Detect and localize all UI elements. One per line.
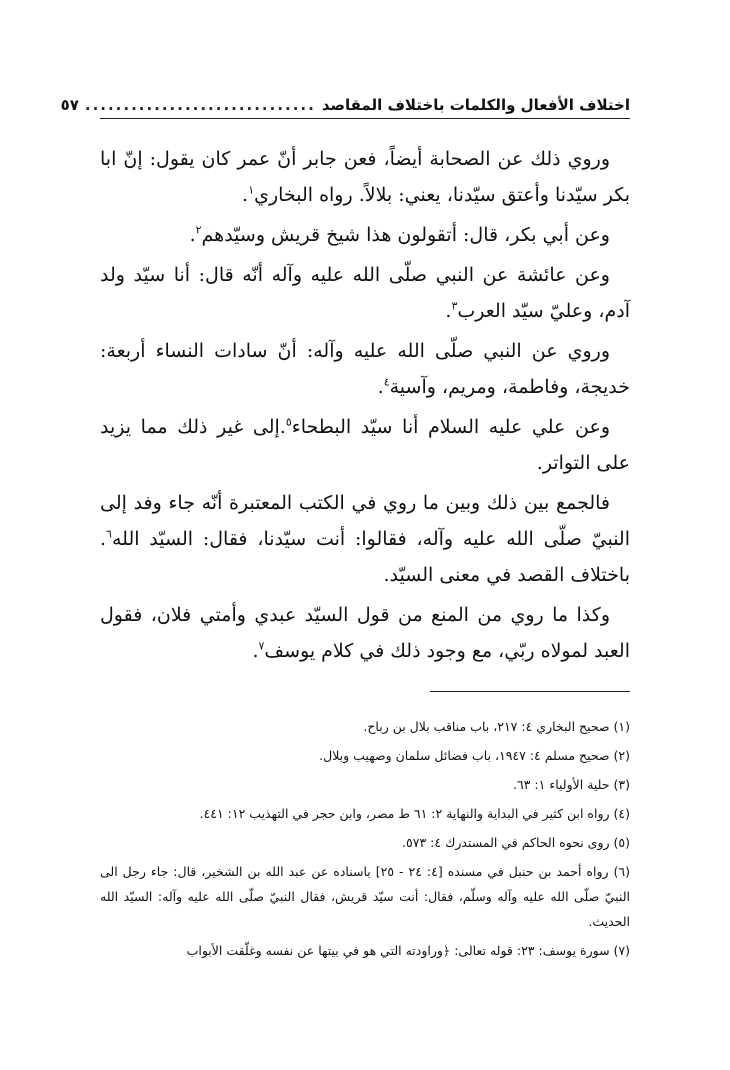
footnote: (٢) صحيح مسلم ٤: ١٩٤٧، باب فضائل سلمان وصهيب وبلال. xyxy=(319,748,630,763)
paragraph-text: وروي ذلك عن الصحابة أيضاً، فعن جابر أنّ عمر كان يقول: إنّ ابا بكر سيّدنا وأعتق سيّدنا، يعني: بلالاً. رواه البخاري xyxy=(100,148,630,206)
running-header xyxy=(60,96,630,119)
header-title: اختلاف الأفعال والكلمات باختلاف المقاصد xyxy=(321,96,630,114)
paragraph-text: وعن أبي بكر، قال: أتقولون هذا شيخ قريش وسيّدهم xyxy=(201,224,610,246)
footnote: (٤) رواه ابن كثير في البداية والنهاية ٢: ٦١ ط مصر، وابن حجر في التهذيب ١٢: ٤٤١. xyxy=(199,806,630,821)
footnote-separator xyxy=(430,691,630,692)
footnote: (٦) رواه أحمد بن حنبل في مسنده [٤: ٢٤ - ٢٥] باسناده عن عبد الله بن الشخير، قال: جاء رجل الى النبيّ صلّى الله عليه وآله وسلّم، فقال: أنت سيّد قريش، فقال النبيّ صلّى الله عليه وآله: السيّد الله الحديث. xyxy=(100,864,630,929)
main-text xyxy=(100,141,630,669)
paragraph xyxy=(100,485,630,593)
paragraph-text: وروي عن النبي صلّى الله عليه وآله: أنّ سادات النساء أربعة: خديجة، وفاطمة، ومريم، وآسية xyxy=(100,340,630,398)
footnote-ref[interactable]: ٥ xyxy=(285,415,292,429)
footnote-ref[interactable]: ٦ xyxy=(106,527,112,541)
footnote-ref[interactable]: ٣ xyxy=(451,299,458,313)
paragraph-text: فالجمع بين ذلك وبين ما روي في الكتب المعتبرة أنّه جاء وفد إلى النبيّ صلّى الله عليه وآله، فقالوا: أنت سيّدنا، فقال: السيّد الله xyxy=(100,492,630,550)
paragraph-text: وكذا ما روي من المنع من قول السيّد عبدي وأمتي فلان، فقول العبد لمولاه ربّي، مع وجود ذلك في كلام يوسف xyxy=(100,604,630,662)
paragraph: وروي ذلك عن الصحابة أيضاً، فعن جابر أنّ عمر كان يقول: إنّ ابا بكر سيّدنا وأعتق سيّدنا، يعني: بلالاً. رواه البخاري$^١$. xyxy=(100,148,630,206)
paragraph: وعن أبي بكر، قال: أتقولون هذا شيخ قريش وسيّدهم$^٢$. xyxy=(189,223,610,246)
paragraph xyxy=(100,597,630,669)
footnote: (٣) حلية الأولياء ١: ٦٣. xyxy=(513,777,630,792)
paragraph: وروي عن النبي صلّى الله عليه وآله: أنّ سادات النساء أربعة: خديجة، وفاطمة، ومريم، وآسية$^٤$. xyxy=(100,340,630,398)
page-number: ٥٧ xyxy=(60,96,79,114)
header-leader-dots: .............................. xyxy=(84,96,316,114)
footnote-ref[interactable]: ١ xyxy=(248,183,255,197)
footnotes xyxy=(100,714,630,963)
paragraph-tail: .إلى غير ذلك مما يزيد على التواتر. xyxy=(100,416,630,474)
paragraph: وعن عائشة عن النبي صلّى الله عليه وآله أنّه قال: أنا سيّد ولد آدم، وعليّ سيّد العرب$^٣$. xyxy=(100,264,630,322)
paragraph-text: وعن عائشة عن النبي صلّى الله عليه وآله أنّه قال: أنا سيّد ولد آدم، وعليّ سيّد العرب xyxy=(100,264,630,322)
document-page xyxy=(60,96,630,1040)
footnote-ref[interactable]: ٤ xyxy=(383,375,390,389)
footnote: (٥) روى نحوه الحاكم في المستدرك ٤: ٥٧٣. xyxy=(402,835,630,850)
paragraph xyxy=(100,409,630,481)
footnote: (٧) سورة يوسف: ٢٣: قوله تعالى: ﴿وراودته التي هو في بيتها عن نفسه وغلّقت الأبواب xyxy=(186,943,630,958)
paragraph-tail: . باختلاف القصد في معنى السيّد. xyxy=(100,528,630,586)
footnote: (١) صحيح البخاري ٤: ٢١٧، باب مناقب بلال بن رباح. xyxy=(363,719,630,734)
footnote-ref[interactable]: ٢ xyxy=(195,223,202,237)
paragraph-text: وعن علي عليه السلام أنا سيّد البطحاء xyxy=(291,416,610,438)
footnote-ref[interactable]: ٧ xyxy=(258,639,265,653)
paragraph-tail: . xyxy=(252,640,259,662)
